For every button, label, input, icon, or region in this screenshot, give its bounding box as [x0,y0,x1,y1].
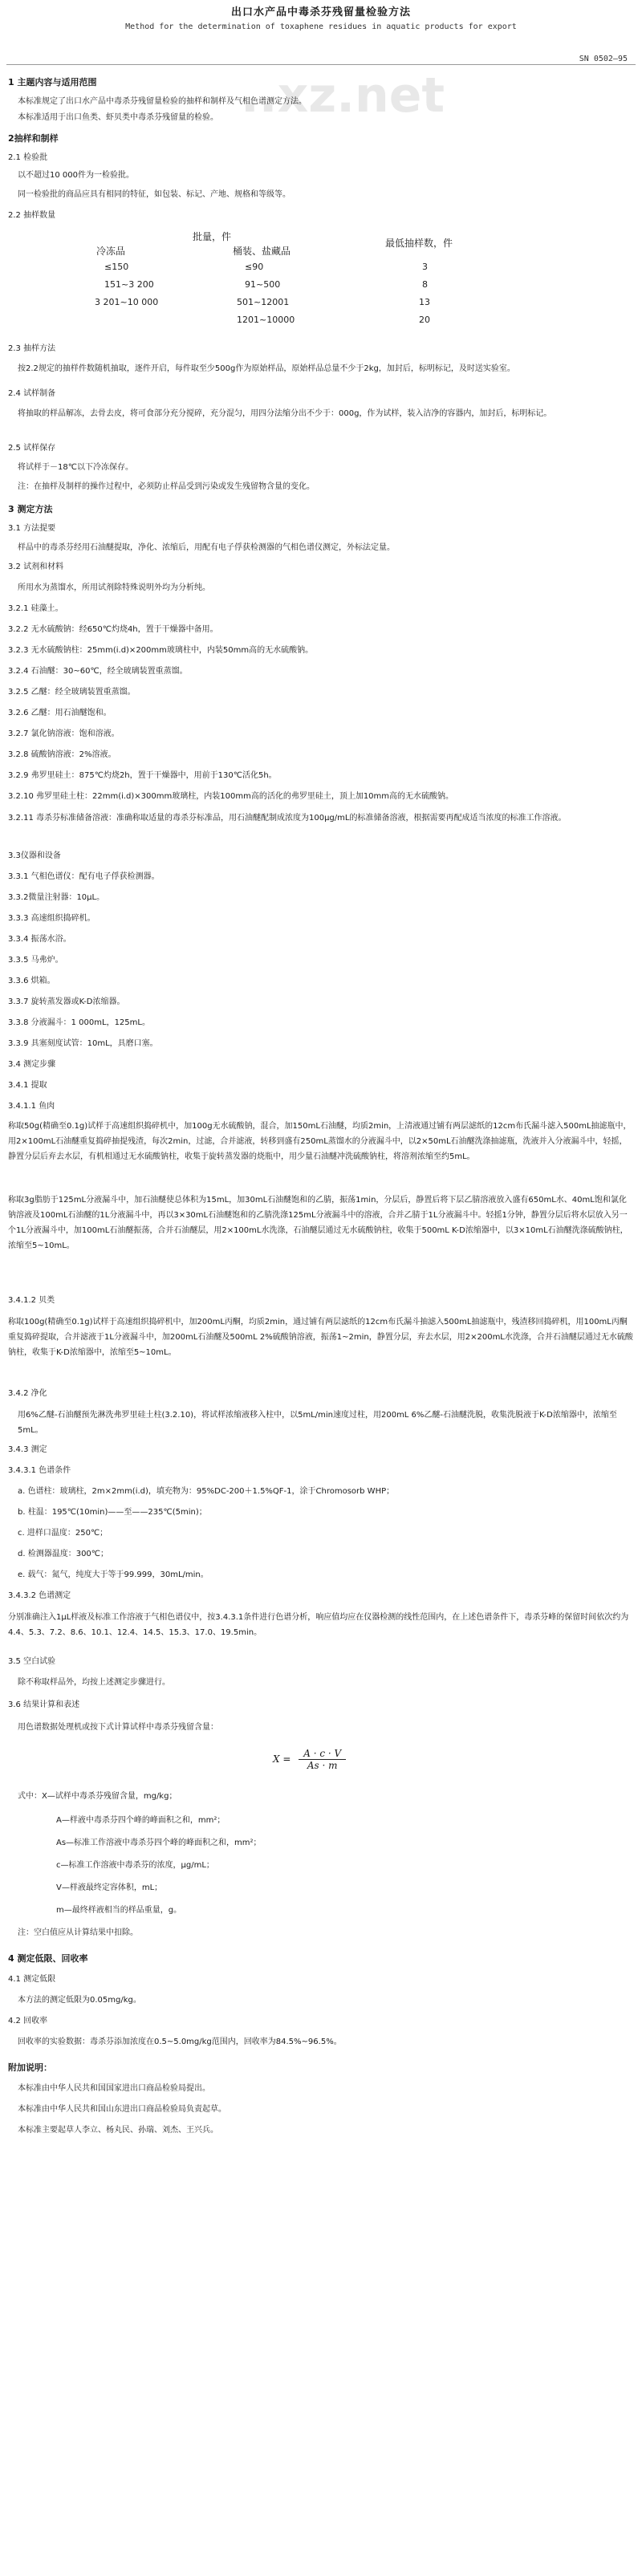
formula-numerator: A · c · V [299,1748,346,1760]
section-3-4-1-1-para-a: 称取50g(精确至0.1g)试样于高速组织捣碎机中，加100g无水硫酸钠，混合，加150mL石油醚，均质2min，上清液通过铺有两层滤纸的12cm布氏漏斗滤入500mL抽滤瓶中，用2×100mL石油醚重复捣碎抽提残渣，每次2min，过滤，合并滤液，转移到盛有250mL蒸馏水的分液漏斗中，以2×50mL石油醚洗涤抽滤瓶，洗液并入分液漏斗中，轻摇，静置分层后弃去水层，有机相通过无水硫酸钠柱，收集于旋转蒸发器的烧瓶中，用少量石油醚冲洗硫酸钠柱，将溶剂浓缩至约5mL。 [8,1122,632,1161]
equipment-3-3-6: 3.3.6 烘箱。 [8,977,55,985]
reagent-3-2-2: 3.2.2 无水硫酸钠：经650℃灼烧4h，置于干燥器中备用。 [8,625,218,634]
section-3-4-1-2-para: 称取100g(精确至0.1g)试样于高速组织捣碎机中，加200mL丙酮，均质2min，通过铺有两层滤纸的12cm布氏漏斗抽滤入500mL抽滤瓶中，残渣移回捣碎机，用100mL丙酮重复捣碎提取，合并滤液于1L分液漏斗中，加200mL石油醚及500mL 2%硫酸钠溶液，振荡1~2min，静置分层，弃去水层，用2×200mL水洗涤，合并石油醚层通过无水硫酸钠柱，收集于K-D浓缩器中，浓缩至5~10mL。 [8,1318,633,1357]
reagent-3-2-1: 3.2.1 硅藻土。 [8,604,63,613]
section-4-2-text: 回收率的实验数据：毒杀芬添加浓度在0.5~5.0mg/kg范围内，回收率为84.5%~96.5%。 [18,2038,342,2046]
section-3-4-3-1-heading: 3.4.3.1 色谱条件 [8,1466,71,1475]
watermark: ..xz.net [241,67,445,124]
equipment-3-3-9: 3.3.9 具塞刻度试管：10mL，具磨口塞。 [8,1039,158,1048]
table-header-canned: 桶装、盐藏品 [233,246,291,257]
section-4-1-text: 本方法的测定低限为0.05mg/kg。 [18,1996,141,2005]
reagent-3-2-10: 3.2.10 弗罗里硅土柱：22mm(i.d)×300mm玻璃柱，内装100mm高的活化的弗罗里硅土，顶上加10mm高的无水硫酸钠。 [8,792,454,801]
section-4-1-heading: 4.1 测定低限 [8,1975,56,1984]
section-2-3-heading: 2.3 抽样方法 [8,344,56,353]
sampling-table [72,230,554,358]
header-rule [6,64,636,65]
section-2-4-heading: 2.4 试样制备 [8,389,56,398]
document-subtitle: Method for the determination of toxaphene residues in aquatic products for export [125,22,517,31]
table-cell: 3 [422,262,428,272]
equipment-3-3-4: 3.3.4 振荡水浴。 [8,935,71,944]
section-3-4-1-heading: 3.4.1 提取 [8,1081,47,1090]
table-cell: 8 [422,279,428,290]
reagent-3-2-8: 3.2.8 硫酸钠溶液：2%溶液。 [8,750,116,759]
formula-denominator: As · m [307,1760,338,1771]
section-3-2-text: 所用水为蒸馏水，所用试剂除特殊说明外均为分析纯。 [18,583,210,592]
gc-condition-a: a. 色谱柱：玻璃柱，2m×2mm(i.d)，填充物为：95%DC-200＋1.5%QF-1，涂于Chromosorb WHP； [18,1487,395,1496]
equipment-3-3-7: 3.3.7 旋转蒸发器或K-D浓缩器。 [8,997,125,1006]
gc-condition-b: b. 柱温：195℃(10min)——至——235℃(5min)； [18,1508,207,1517]
gc-condition-e: e. 载气：氮气，纯度大于等于99.999，30mL/min。 [18,1570,209,1579]
section-3-heading: 3 测定方法 [8,504,53,514]
section-3-4-3-2-para: 分别准确注入1μL样液及标准工作溶液于气相色谱仪中，按3.4.3.1条件进行色谱分析，响应值均应在仪器检测的线性范围内，在上述色谱条件下，毒杀芬峰的保留时间依次约为4.4、5.3、7.2、8.6、10.1、12.4、14.5、15.3、17.0、19.5min。 [8,1613,629,1637]
section-3-4-2-heading: 3.4.2 净化 [8,1389,47,1398]
formula-lhs: X = [273,1753,291,1765]
section-2-1-heading: 2.1 检验批 [8,153,48,162]
gc-condition-c: c. 进样口温度：250℃； [18,1529,108,1538]
section-3-6-note: 注：空白值应从计算结果中扣除。 [18,1928,138,1937]
reagent-3-2-3: 3.2.3 无水硫酸钠柱：25mm(i.d)×200mm玻璃柱中，内装50mm高的无水硫酸钠。 [8,646,314,655]
section-2-5-heading: 2.5 试样保存 [8,444,56,453]
section-2-1-text-a: 以不超过10 000件为一检验批。 [18,171,134,180]
table-cell: 91~500 [245,279,281,290]
section-2-4-text: 将抽取的样品解冻，去骨去皮，将可食部分充分搅碎，充分混匀，用四分法缩分出不少于：000g，作为试样，装入洁净的容器内，加封后，标明标记。 [18,409,552,418]
equipment-3-3-8: 3.3.8 分液漏斗：1 000mL，125mL。 [8,1018,150,1027]
section-1-para-2: 本标准适用于出口鱼类、虾贝类中毒杀芬残留量的检验。 [18,113,218,122]
reagent-3-2-6: 3.2.6 乙醚：用石油醚饱和。 [8,709,112,717]
section-3-6-text: 用色谱数据处理机或按下式计算试样中毒杀芬残留含量： [18,1723,218,1732]
gc-condition-d: d. 检测器温度：300℃； [18,1550,109,1558]
table-cell: 20 [419,315,430,325]
equipment-3-3-5: 3.3.5 马弗炉。 [8,956,63,965]
formula-fraction [299,1748,346,1771]
section-3-4-1-1-para-b: 称取3g脂肪于125mL分液漏斗中，加石油醚使总体积为15mL，加30mL石油醚饱和的乙腈，振荡1min，分层后，静置后将下层乙腈溶液放入盛有650mL水、40mL饱和氯化钠溶液及100mL石油醚的1L分液漏斗中，再以3×30mL石油醚饱和的乙腈洗涤125mL分液漏斗中的溶液，合并乙腈于1L分液漏斗中。轻摇1分钟，静置分层后将水层放入另一个1L分液漏斗中，加100mL石油醚振荡，合并石油醚层，用2×100mL水洗涤，石油醚层通过无水硫酸钠柱，收集于500mL K-D浓缩器中，以3×10mL石油醚洗涤硫酸钠柱，浓缩至5~10mL。 [8,1196,628,1250]
result-formula [273,1748,346,1771]
equipment-3-3-2: 3.3.2微量注射器：10μL。 [8,893,105,902]
formula-var-v: V—样液最终定容体积，mL； [56,1883,163,1892]
section-4-2-heading: 4.2 回收率 [8,2017,48,2025]
section-3-6-heading: 3.6 结果计算和表述 [8,1700,80,1709]
table-cell: ≤150 [104,262,129,272]
reagent-3-2-4: 3.2.4 石油醚：30~60℃，经全玻璃装置重蒸馏。 [8,667,188,676]
appendix-line-3: 本标准主要起草人李立、杨丸民、孙瑞、刘杰、王兴兵。 [18,2126,218,2135]
section-3-5-text: 除不称取样品外，均按上述测定步骤进行。 [18,1678,170,1687]
section-3-1-text: 样品中的毒杀芬经用石油醚提取，净化、浓缩后，用配有电子俘获检测器的气相色谱仪测定，外标法定量。 [18,543,395,552]
reagent-3-2-9: 3.2.9 弗罗里硅土：875℃灼烧2h，置于干燥器中，用前于130℃活化5h。 [8,771,277,780]
section-3-4-1-1-heading: 3.4.1.1 鱼肉 [8,1102,55,1111]
section-1-heading: 1 主题内容与适用范围 [8,77,97,87]
formula-var-m: m—最终样液相当的样品重量，g。 [56,1906,182,1915]
section-3-4-3-2-heading: 3.4.3.2 色谱测定 [8,1591,71,1600]
section-2-heading: 2抽样和制样 [8,133,59,144]
equipment-3-3-1: 3.3.1 气相色谱仪：配有电子俘获检测器。 [8,872,160,881]
section-3-3-heading: 3.3仪器和设备 [8,851,61,860]
section-2-5-text: 将试样于－18℃以下冷冻保存。 [18,463,133,472]
section-3-4-3-heading: 3.4.3 测定 [8,1445,47,1454]
reagent-3-2-5: 3.2.5 乙醚：经全玻璃装置重蒸馏。 [8,688,136,697]
section-2-5-note: 注：在抽样及制样的操作过程中，必须防止样品受到污染或发生残留物含量的变化。 [18,482,315,491]
appendix-heading: 附加说明： [8,2062,52,2073]
section-3-2-heading: 3.2 试剂和材料 [8,563,64,571]
document-title: 出口水产品中毒杀芬残留量检验方法 [230,6,411,18]
formula-where: 式中：X—试样中毒杀芬残留含量，mg/kg； [18,1792,177,1801]
section-3-4-1-2-heading: 3.4.1.2 贝类 [8,1296,55,1305]
section-3-5-heading: 3.5 空白试验 [8,1657,56,1666]
section-1-para-1: 本标准规定了出口水产品中毒杀芬残留量检验的抽样和制样及气相色谱测定方法。 [18,97,307,106]
section-4-heading: 4 测定低限、回收率 [8,1953,88,1964]
section-2-2-heading: 2.2 抽样数量 [8,211,56,220]
appendix-line-1: 本标准由中华人民共和国国家进出口商品检验局提出。 [18,2084,210,2093]
section-2-3-text: 按2.2规定的抽样件数随机抽取，逐件开启，每件取至少500g作为原始样品，原始样品总量不少于2kg，加封后，标明标记，及时送实验室。 [18,364,515,373]
formula-var-as: As—标准工作溶液中毒杀芬四个峰的峰面积之和，mm²； [56,1839,262,1847]
table-header-min: 最低抽样数，件 [385,238,453,249]
equipment-3-3-3: 3.3.3 高速组织捣碎机。 [8,914,95,923]
section-3-4-2-para: 用6%乙醚-石油醚预先淋洗弗罗里硅土柱(3.2.10)，将试样浓缩液移入柱中，以5mL/min速度过柱，用200mL 6%乙醚-石油醚洗脱，收集洗脱液于K-D浓缩器中，浓缩至5mL。 [18,1411,617,1435]
table-cell: 13 [419,297,430,307]
section-2-1-text-b: 同一检验批的商品应具有相同的特征，如包装、标记、产地、规格和等级等。 [18,190,291,199]
table-header-frozen: 冷冻品 [96,246,126,257]
table-cell: 3 201~10 000 [95,297,159,307]
section-3-4-heading: 3.4 测定步骤 [8,1060,56,1069]
reagent-3-2-11: 3.2.11 毒杀芬标准储备溶液：准确称取适量的毒杀芬标准品，用石油醚配制成浓度为100μg/mL的标准储备溶液，根据需要再配成适当浓度的标准工作溶液。 [8,814,567,823]
reagent-3-2-7: 3.2.7 氯化钠溶液：饱和溶液。 [8,729,120,738]
formula-var-c: c—标准工作溶液中毒杀芬的浓度，μg/mL； [56,1861,214,1870]
table-cell: 501~12001 [237,297,290,307]
table-cell: 1201~10000 [237,315,295,325]
section-3-1-heading: 3.1 方法提要 [8,524,56,533]
formula-var-a: A—样液中毒杀芬四个峰的峰面积之和，mm²； [56,1816,226,1825]
table-cell: 151~3 200 [104,279,154,290]
standard-code: SN 0502—95 [579,55,628,63]
appendix-line-2: 本标准由中华人民共和国山东进出口商品检验局负责起草。 [18,2105,226,2114]
table-cell: ≤90 [245,262,264,272]
table-header-batch: 批量，件 [193,231,232,242]
